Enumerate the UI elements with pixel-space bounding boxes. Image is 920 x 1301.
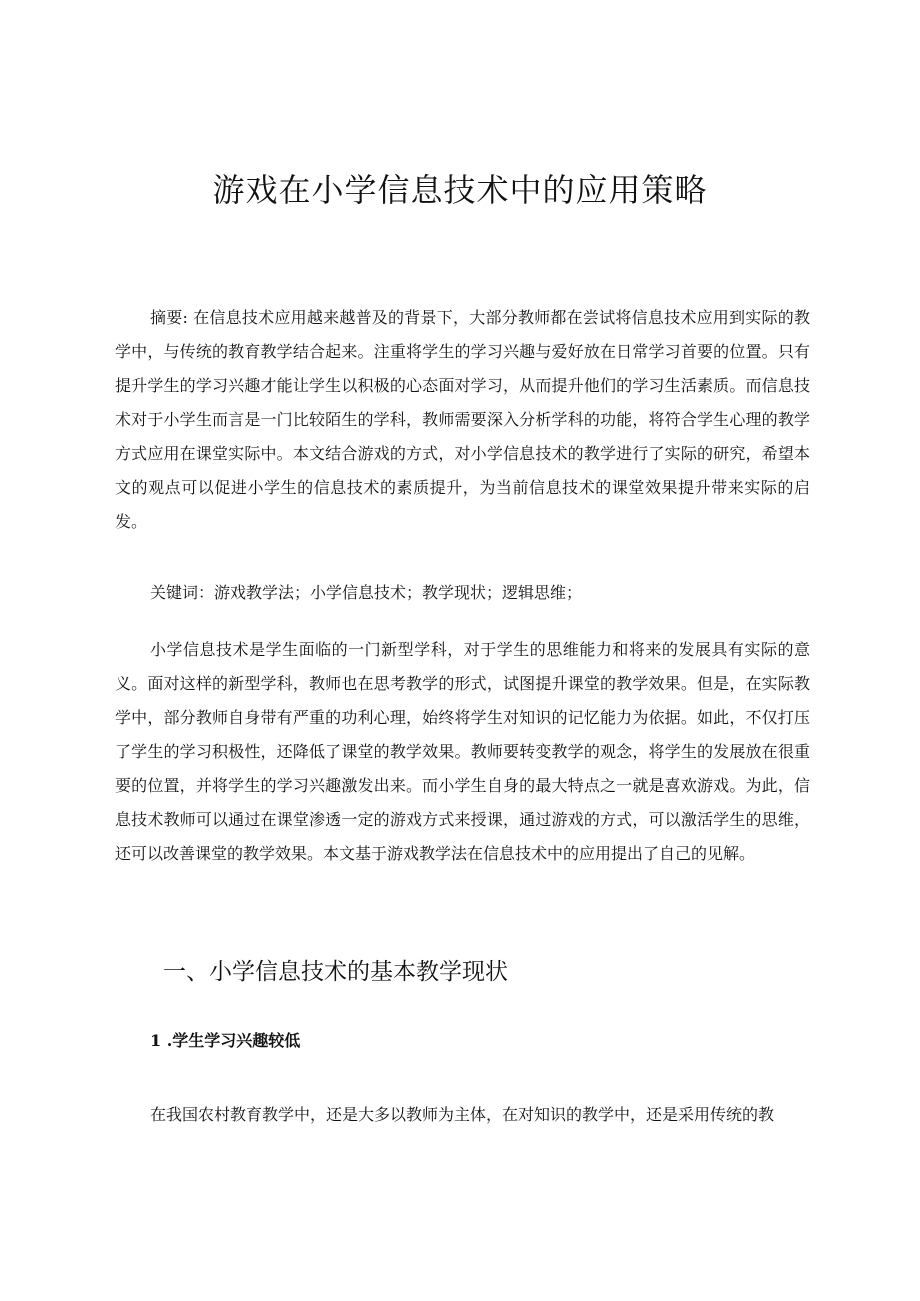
- subsection-heading-1: 1 .学生学习兴趣较低: [150, 1031, 301, 1050]
- abstract-paragraph: 摘要: 在信息技术应用越来越普及的背景下，大部分教师都在尝试将信息技术应用到实际的教学中，与传统的教育教学结合起来。注重将学生的学习兴趣与爱好放在日常学习首要的位置。只有提升学生的学习兴趣才能让学生以积极的心态面对学习，从而提升他们的学习生活素质。而信息技术对于小学生而言是一门比较陌生的学科，教师需要深入分析学科的功能，将符合学生心理的教学方式应用在课堂实际中。本文结合游戏的方式，对小学信息技术的教学进行了实际的研究，希望本文的观点可以促进小学生的信息技术的素质提升，为当前信息技术的课堂效果提升带来实际的启发。: [115, 308, 810, 531]
- section-1-paragraph: 在我国农村教育教学中，还是大多以教师为主体，在对知识的教学中，还是采用传统的教: [150, 1105, 775, 1124]
- intro-paragraph: 小学信息技术是学生面临的一门新型学科，对于学生的思维能力和将来的发展具有实际的意义。面对这样的新型学科，教师也在思考教学的形式，试图提升课堂的教学效果。但是，在实际教学中，部分教师自身带有严重的功利心理，始终将学生对知识的记忆能力为依据。如此，不仅打压了学生的学习积极性，还降低了课堂的教学效果。教师要转变教学的观念，将学生的发展放在很重要的位置，并将学生的学习兴趣激发出来。而小学生自身的最大特点之一就是喜欢游戏。为此，信息技术教师可以通过在课堂渗透一定的游戏方式来授课，通过游戏的方式，可以激活学生的思维，还可以改善课堂的教学效果。本文基于游戏教学法在信息技术中的应用提出了自己的见解。: [115, 640, 810, 863]
- document-title: 游戏在小学信息技术中的应用策略: [212, 171, 708, 209]
- keywords-line: 关键词：游戏教学法；小学信息技术；教学现状；逻辑思维；: [150, 583, 583, 602]
- section-heading-1: 一、小学信息技术的基本教学现状: [163, 959, 508, 985]
